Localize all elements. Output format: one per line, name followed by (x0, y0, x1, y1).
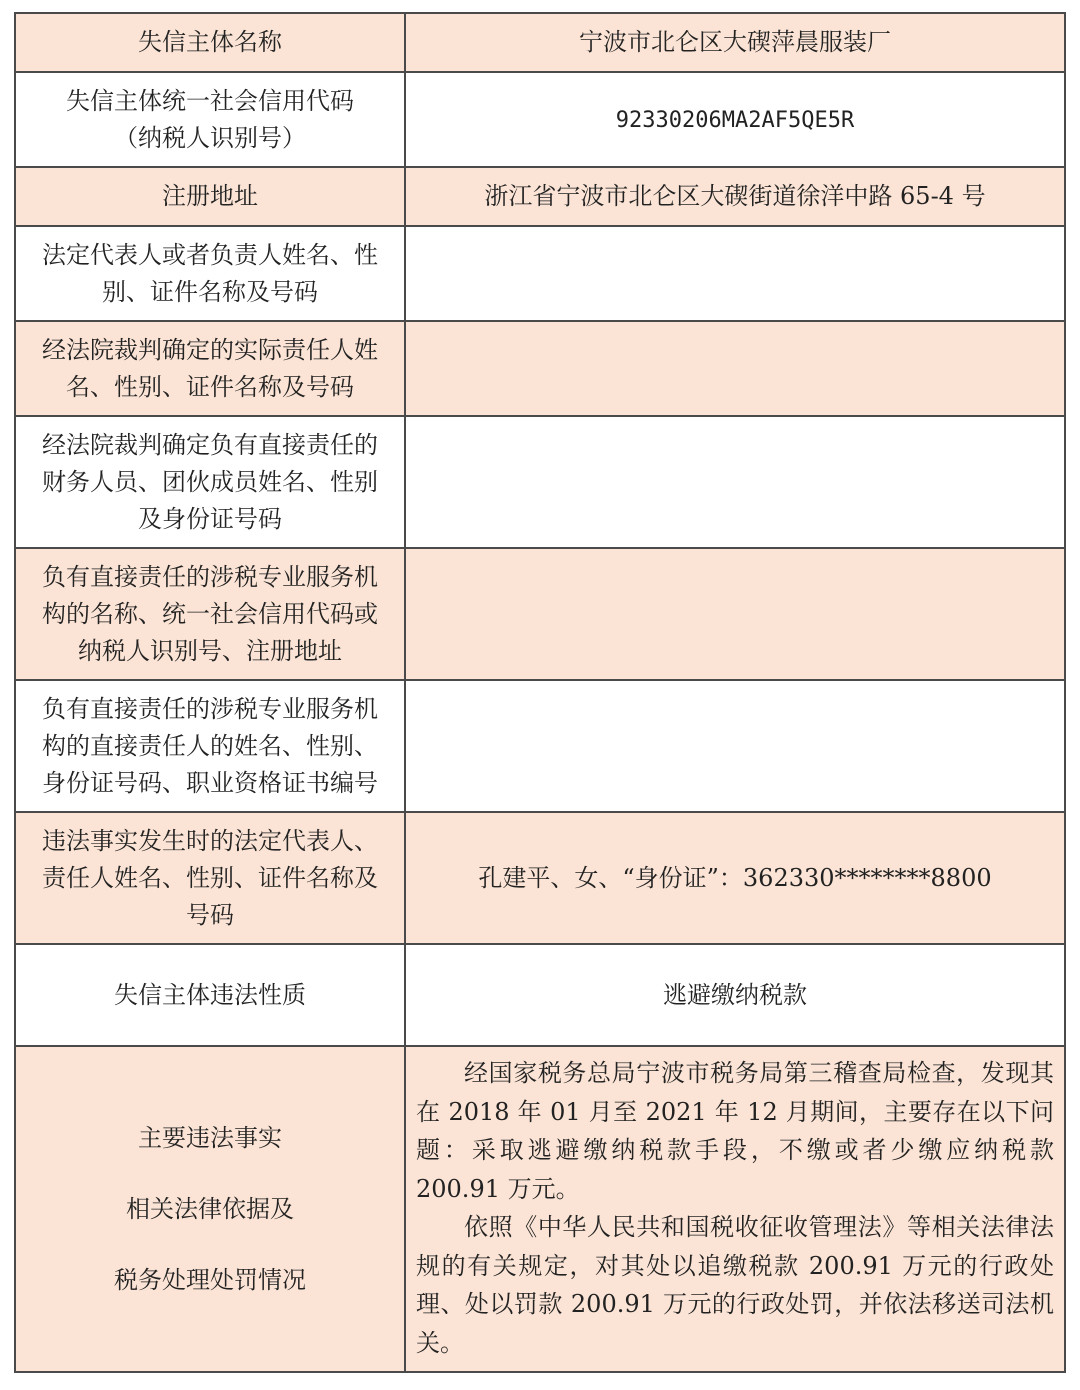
row-value: 逃避缴纳税款 (405, 944, 1065, 1046)
label-line: 责任人姓名、性别、证件名称及 (42, 863, 378, 892)
label-line: 法定代表人或者负责人姓名、性 (42, 240, 378, 269)
table-row (15, 13, 1065, 72)
row-label (15, 416, 405, 548)
facts-label (15, 1046, 405, 1372)
label-line: 违法事实发生时的法定代表人、 (42, 826, 378, 855)
row-label (15, 548, 405, 680)
row-value: 浙江省宁波市北仑区大碶街道徐洋中路 65-4 号 (405, 167, 1065, 226)
row-label (15, 680, 405, 812)
credit-code: 92330206MA2AF5QE5R (615, 107, 855, 133)
row-value (405, 416, 1065, 548)
row-label (15, 812, 405, 944)
label-line: 经法院裁判确定的实际责任人姓 (42, 335, 378, 364)
label-line: 别、证件名称及号码 (102, 277, 318, 306)
row-label (15, 72, 405, 167)
label-line: 负有直接责任的涉税专业服务机 (42, 562, 378, 591)
label-line: 及身份证号码 (138, 504, 282, 533)
label-line: 名、性别、证件名称及号码 (66, 372, 354, 401)
table-row (15, 321, 1065, 416)
label-line: 构的直接责任人的姓名、性别、 (42, 731, 378, 760)
row-value: 孔建平、女、“身份证”：362330********8800 (405, 812, 1065, 944)
label-line: 失信主体统一社会信用代码 (66, 86, 354, 115)
label-line: 构的名称、统一社会信用代码或 (42, 599, 378, 628)
table-row (15, 548, 1065, 680)
row-value: 宁波市北仑区大碶萍晨服装厂 (405, 13, 1065, 72)
row-label (15, 321, 405, 416)
row-value (405, 321, 1065, 416)
facts-paragraph: 依照《中华人民共和国税收征收管理法》等相关法律法规的有关规定，对其处以追缴税款 200.91 万元的行政处理、处以罚款 200.91 万元的行政处罚，并依法移送司法机关。 (416, 1213, 1054, 1357)
facts-paragraph: 经国家税务总局宁波市税务局第三稽查局检查，发现其在 2018 年 01 月至 2021 年 12 月期间，主要存在以下问题：采取逃避缴纳税款手段，不缴或者少缴应纳税款 200.91 万元。 (416, 1059, 1054, 1203)
table-row (15, 944, 1065, 1046)
row-label: 失信主体名称 (15, 13, 405, 72)
table-row (15, 680, 1065, 812)
label-line: 相关法律依据及 (126, 1194, 294, 1223)
label-line: （纳税人识别号） (114, 123, 306, 152)
row-label (15, 226, 405, 321)
table-row (15, 226, 1065, 321)
label-line: 主要违法事实 (138, 1123, 282, 1152)
row-label: 失信主体违法性质 (15, 944, 405, 1046)
label-line: 身份证号码、职业资格证书编号 (42, 768, 378, 797)
table-row (15, 167, 1065, 226)
row-value (405, 226, 1065, 321)
row-value (405, 548, 1065, 680)
label-line: 纳税人识别号、注册地址 (78, 636, 342, 665)
credit-info-table (14, 12, 1066, 1373)
row-value (405, 680, 1065, 812)
label-line: 经法院裁判确定负有直接责任的 (42, 430, 378, 459)
label-line: 负有直接责任的涉税专业服务机 (42, 694, 378, 723)
row-label: 注册地址 (15, 167, 405, 226)
table-row (15, 416, 1065, 548)
credit-info-table-wrap (14, 12, 1066, 1373)
label-line: 号码 (186, 900, 234, 929)
table-row (15, 72, 1065, 167)
table-row-facts (15, 1046, 1065, 1372)
row-value (405, 72, 1065, 167)
facts-content (405, 1046, 1065, 1372)
table-row (15, 812, 1065, 944)
label-line: 税务处理处罚情况 (114, 1265, 306, 1294)
label-line: 财务人员、团伙成员姓名、性别 (42, 467, 378, 496)
